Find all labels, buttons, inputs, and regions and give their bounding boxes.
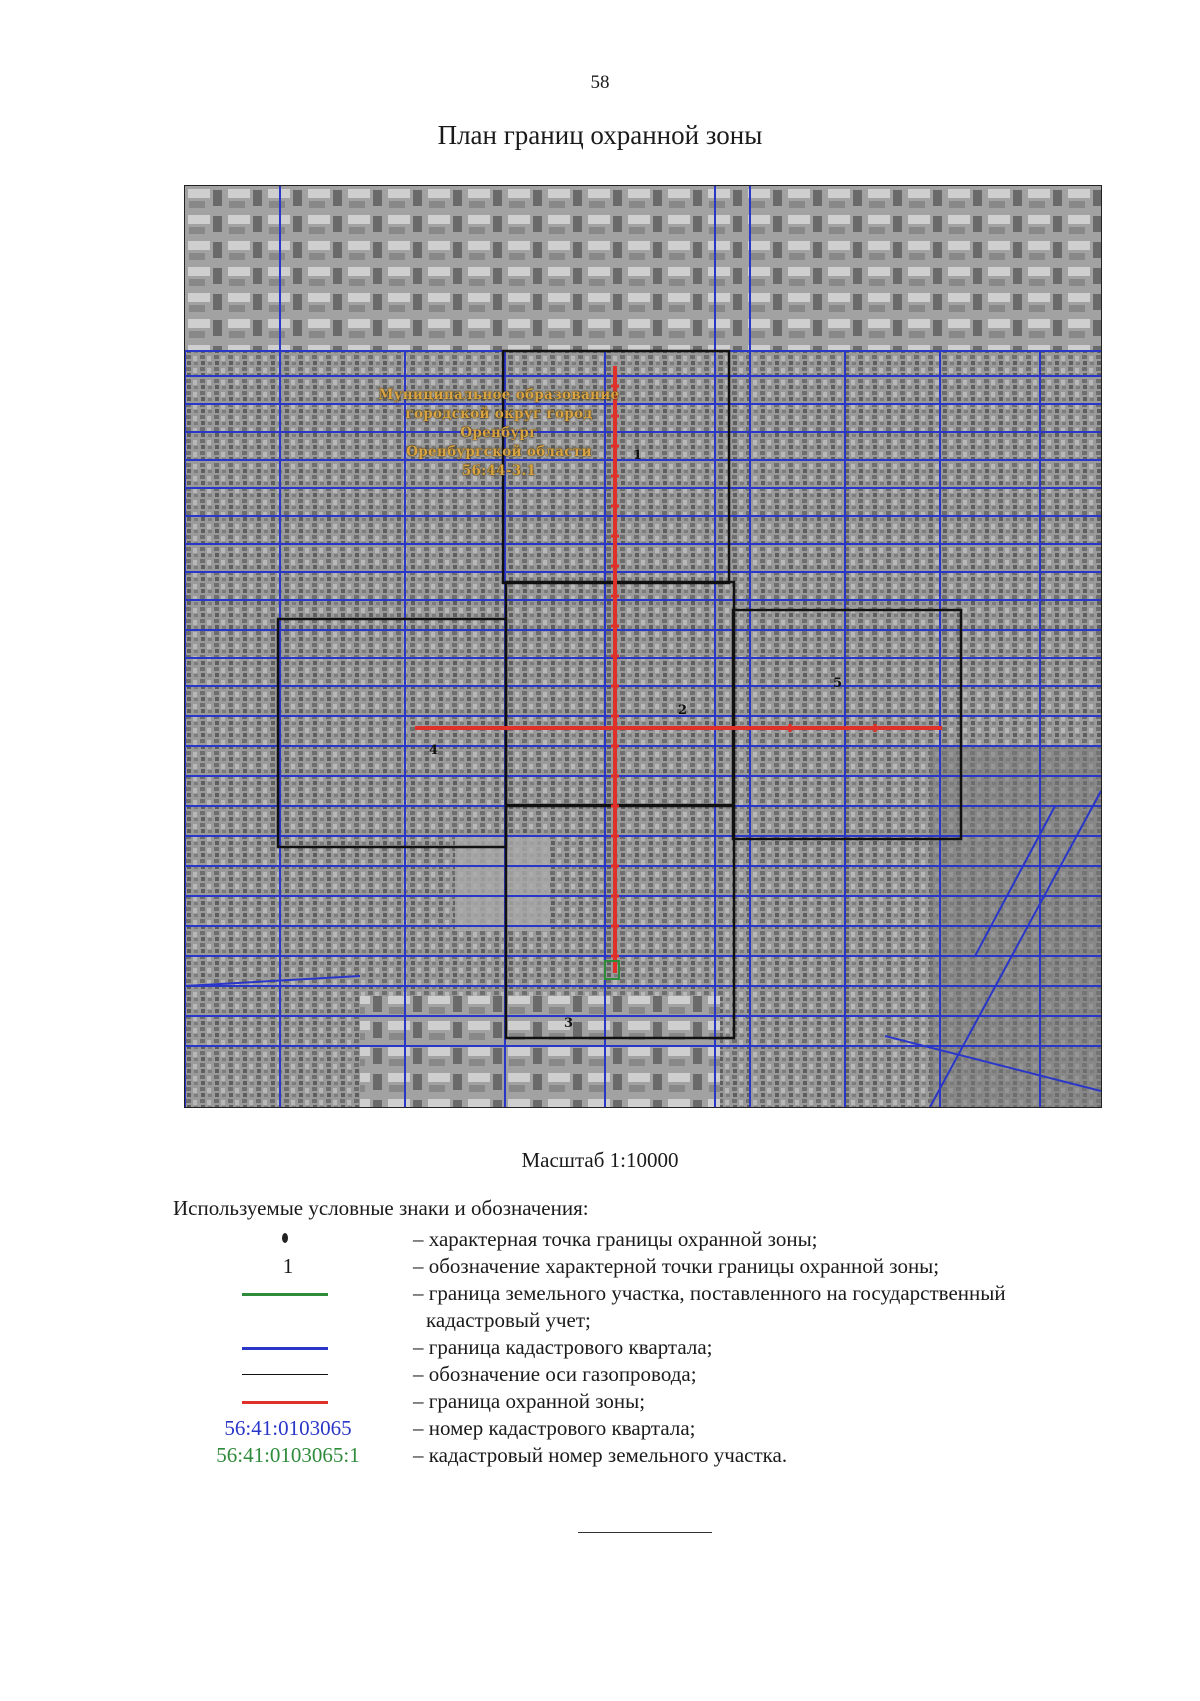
legend-heading: Используемые условные знаки и обозначения: [173,1196,589,1220]
legend-text: – граница охранной зоны; [413,1389,646,1413]
blue-line-icon [242,1347,328,1350]
legend-text: – граница кадастрового квартала; [413,1335,713,1359]
legend-text: – обозначение характерной точки границы охранной зоны; [413,1254,940,1278]
sheet-label-2: 2 [678,703,688,718]
caption-line: Муниципальное образование [378,387,620,403]
legend-text: – номер кадастрового квартала; [413,1416,696,1440]
sheet-label-4: 4 [429,743,439,758]
sheet-label-1: 1 [633,448,643,463]
legend-row [0,1334,1200,1362]
legend-row [0,1442,1200,1470]
page-title: План границ охранной зоны [437,120,763,150]
legend-symbol [200,1388,376,1416]
industrial-imagery-north [185,186,1101,351]
legend-text: – кадастровый номер земельного участка. [413,1443,788,1467]
legend-symbol [200,1361,376,1389]
legend-text: – граница земельного участка, поставленного на государственный [413,1281,1006,1305]
black-line-icon [242,1374,328,1375]
legend-text: кадастровый учет; [426,1308,591,1332]
legend-row [0,1226,1200,1254]
caption-line: 56:44-3.1 [461,463,537,479]
sheet-label-5: 5 [833,676,843,691]
legend-row [0,1307,1200,1335]
legend-row [0,1280,1200,1308]
point-marker-icon [282,1233,288,1243]
footer-rule [578,1532,712,1533]
park-imagery [455,836,550,931]
legend-text: – характерная точка границы охранной зоны; [413,1227,818,1251]
caption-line: Оренбургской области [406,444,592,460]
caption-line: городской округ город Оренбург [405,406,593,441]
industrial-imagery-south [360,996,720,1107]
sheet-label-3: 3 [564,1016,574,1031]
green-line-icon [242,1293,328,1296]
legend-row [0,1253,1200,1281]
legend-row [0,1415,1200,1443]
map-caption [371,386,627,481]
legend-symbol: 1 [282,1254,294,1278]
legend-symbol [200,1280,376,1308]
legend-row [0,1361,1200,1389]
legend-symbol: 56:41:0103065:1 [216,1443,360,1467]
legend-symbol: 56:41:0103065 [224,1416,352,1440]
legend-text: – обозначение оси газопровода; [413,1362,697,1386]
protection-zone-map [184,185,1102,1108]
legend-symbol [200,1307,376,1335]
map-scale: Масштаб 1:10000 [521,1148,679,1172]
red-line-icon [242,1401,328,1404]
page-number: 58 [590,72,610,93]
legend-symbol [200,1334,376,1362]
legend-symbol [200,1226,376,1254]
map-canvas [185,186,1101,1107]
legend-row [0,1388,1200,1416]
